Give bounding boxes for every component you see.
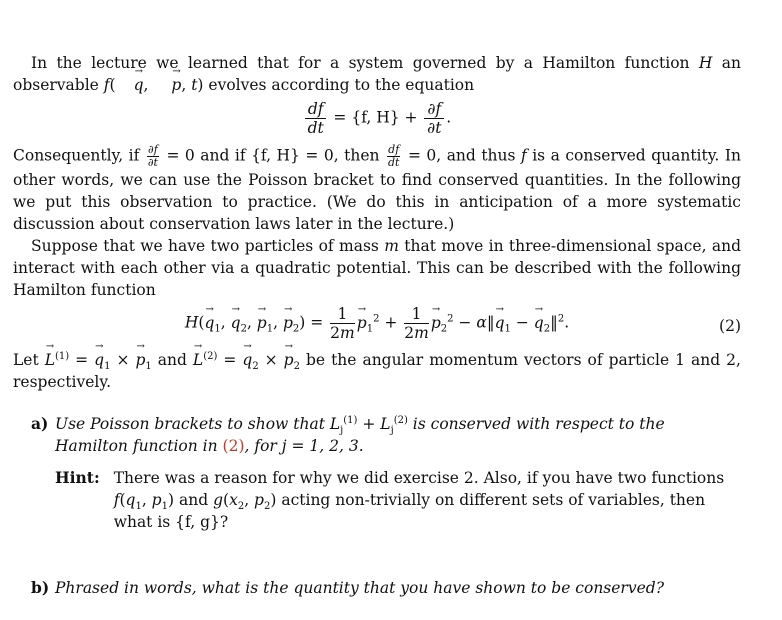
df-dt: $\frac{df}{dt}$ (388, 143, 400, 169)
partial-f-partial-t: $\frac{\partial f}{\partial t}$ (147, 143, 158, 169)
question-b (31, 577, 741, 599)
hint-label: Hint: (55, 468, 100, 487)
equation-1: $\frac{df}{dt}$ = {f, H} + $\frac{\partial f}{\partial t}$ . (13, 100, 741, 142)
equation-number: (2) (719, 317, 741, 335)
consequence-paragraph: Consequently, if $\frac{\partial f}{\partial t}$ = 0 and if {f, H} = 0, then $\frac{df}{dt}$ = 0, and thus f is a conserved quantity. In other words, we can use the Poisson bracket to find conserved quantities. In the following we put this observation to practice. (We do this in anticipation of a more systematic discussion about conservation laws later in the lecture.) (13, 143, 741, 233)
equation-2-reference[interactable]: (2) (222, 437, 245, 455)
eq1-middle: = {f, H} + (333, 108, 418, 127)
intro-text-1: In the lecture we learned that for a system governed by a Hamilton function (31, 54, 690, 72)
suppose-paragraph: Suppose that we have two particles of mass m that move in three-dimensional space, and interact with each other via a quadratic potential. This can be described with the following Hamilton function (13, 237, 742, 299)
question-b-marker: b) (31, 578, 50, 597)
equation-2-hamiltonian: $H(\to q_1$, → $q_2$, → $p_1$, → $p_2$) = $\frac{1}{2m}$ → $p_1^2$ + $\frac{1}{2m}$ → $p_2^2$ − α‖→ $q_1$ − → $q_2‖^2$. (2) (13, 305, 741, 347)
intro-text-2: an observable (13, 54, 741, 94)
intro-paragraph: In the lecture we learned that for a system governed by a Hamilton function H an observable f(→ q, → p, t) evolves according to the equation (13, 52, 741, 96)
symbol-H: H (698, 54, 713, 72)
angular-momentum-paragraph: Let → $L^{(1)}$ = → $q_1$ × → $p_1$ and → $L^{(2)}$ = → $q_2$ × → $p_2$ be the angular momentum vectors of particle 1 and 2, respectively. (13, 349, 741, 393)
question-a: a) Use Poisson brackets to show that $L_j^{(1)} + L_j^{(2)}$ is conserved with respect to the Hamilton function in (2), for j = 1, 2, 3. (31, 414, 665, 455)
eq1-rhs-fraction: $\frac{\partial f}{\partial t}$ (424, 100, 444, 137)
sub-questions (13, 413, 741, 599)
eq1-lhs-fraction: $\frac{df}{dt}$ (305, 100, 327, 137)
exercise-page (13, 52, 741, 605)
symbol-f-of-q-p-t: f (103, 76, 110, 94)
question-a-marker: a) (31, 414, 49, 433)
question-b-text: Phrased in words, what is the quantity that you have shown to be conserved? (55, 579, 665, 597)
intro-text-3: evolves according to the equation (208, 76, 475, 94)
hint-block: Hint: There was a reason for why we did exercise 2. Also, if you have two functions $f(q_1$, $p_1$) and $g(x_2$, $p_2$) acting non-trivially on different sets of variables, then what is {f, g}? (55, 468, 725, 531)
